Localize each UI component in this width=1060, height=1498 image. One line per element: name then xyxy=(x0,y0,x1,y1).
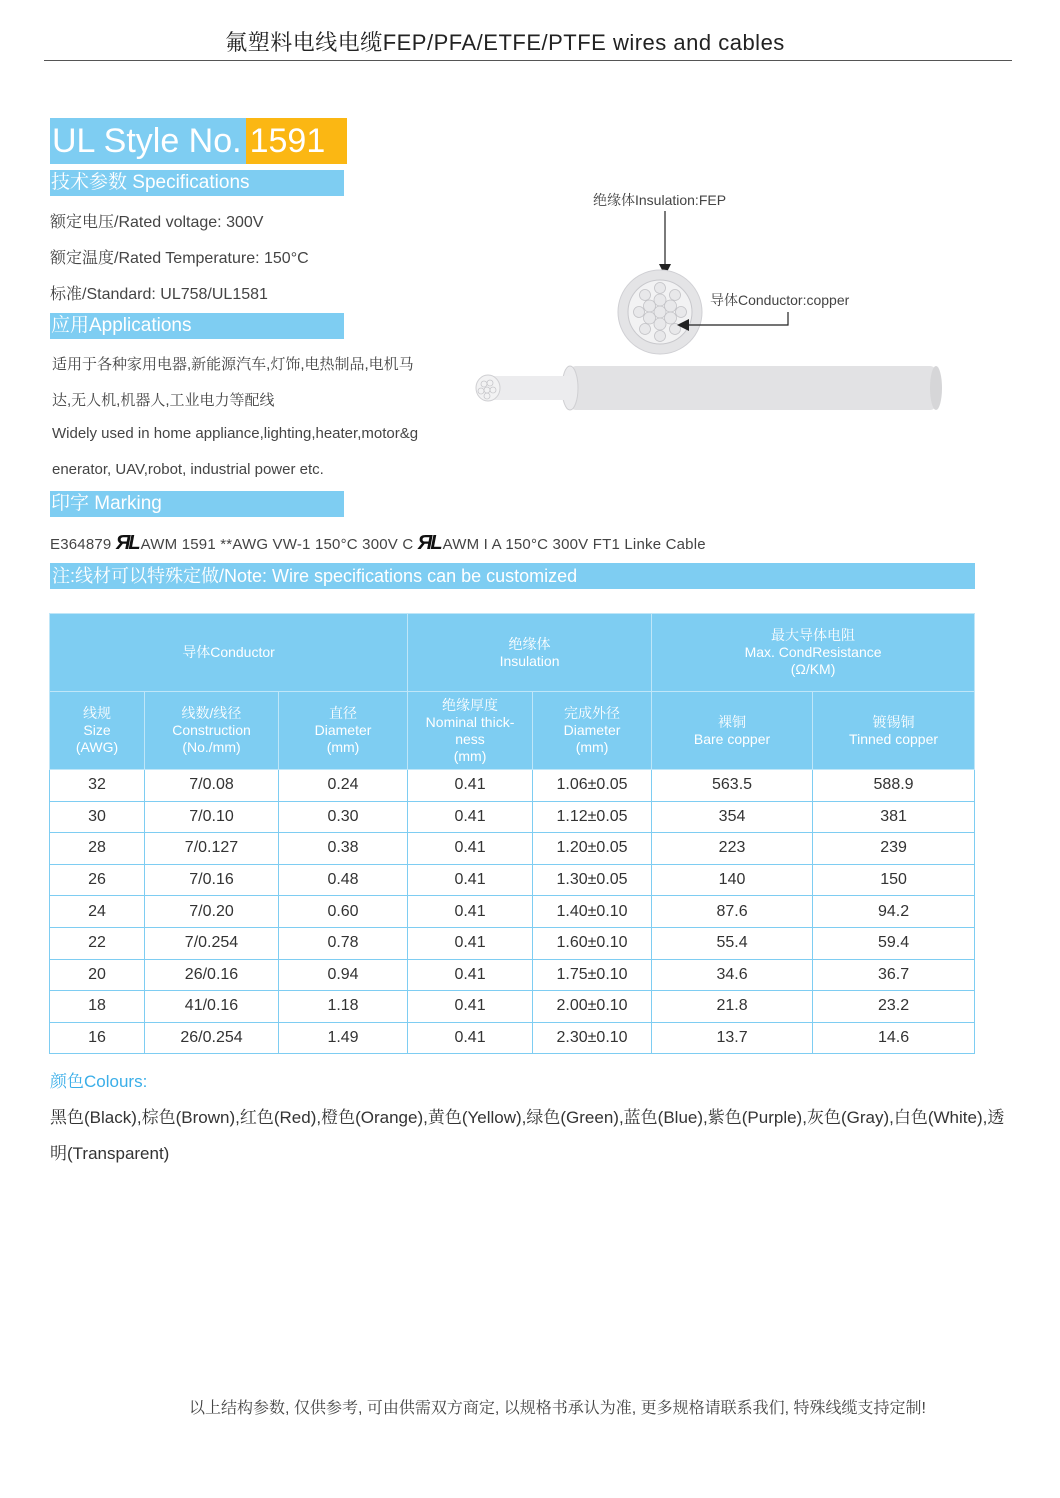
cell-outer-diameter: 1.06±0.05 xyxy=(533,770,652,802)
footer-disclaimer: 以上结构参数, 仅供参考, 可由供需双方商定, 以规格书承认为准, 更多规格请联系我们, 特殊线缆支持定制! xyxy=(189,1400,926,1417)
cell-bare-copper: 354 xyxy=(652,801,813,833)
conductor-strands xyxy=(634,283,687,342)
table-row xyxy=(50,1022,975,1054)
cell-size: 26 xyxy=(50,864,145,896)
insulation-label: 绝缘体Insulation:FEP xyxy=(593,192,727,208)
cell-insulation-thickness: 0.41 xyxy=(408,864,533,896)
cell-conductor-diameter: 0.78 xyxy=(279,927,408,959)
cell-tinned-copper: 381 xyxy=(813,801,975,833)
specifications-heading: 技术参数 Specifications xyxy=(50,170,344,196)
cell-construction: 41/0.16 xyxy=(145,991,279,1023)
table-row xyxy=(50,959,975,991)
cell-outer-diameter: 1.20±0.05 xyxy=(533,833,652,865)
table-row xyxy=(50,801,975,833)
table-column-header-row xyxy=(50,692,975,770)
ul-style-number: 1591 xyxy=(246,118,348,164)
applications-line: 适用于各种家用电器,新能源汽车,灯饰,电热制品,电机马 xyxy=(52,356,414,373)
cell-insulation-thickness: 0.41 xyxy=(408,959,533,991)
cell-tinned-copper: 94.2 xyxy=(813,896,975,928)
cell-conductor-diameter: 1.18 xyxy=(279,991,408,1023)
cell-tinned-copper: 150 xyxy=(813,864,975,896)
cell-bare-copper: 21.8 xyxy=(652,991,813,1023)
cell-bare-copper: 34.6 xyxy=(652,959,813,991)
cell-conductor-diameter: 0.38 xyxy=(279,833,408,865)
colours-list: 黑色(Black),棕色(Brown),红色(Red),橙色(Orange),黄色(Yellow),绿色(Green),蓝色(Blue),紫色(Purple),灰色(Gray),白色(White),透明(Transparent) xyxy=(50,1108,1005,1163)
cell-size: 18 xyxy=(50,991,145,1023)
ul-logo-icon: ЯL xyxy=(417,532,441,554)
conductor-group-header: 导体Conductor xyxy=(50,614,408,692)
cell-conductor-diameter: 0.24 xyxy=(279,770,408,802)
cell-construction: 7/0.254 xyxy=(145,927,279,959)
cell-tinned-copper: 36.7 xyxy=(813,959,975,991)
cell-insulation-thickness: 0.41 xyxy=(408,896,533,928)
customization-note: 注:线材可以特殊定做/Note: Wire specifications can be customized xyxy=(50,563,975,589)
cell-conductor-diameter: 0.94 xyxy=(279,959,408,991)
table-row xyxy=(50,833,975,865)
cell-tinned-copper: 588.9 xyxy=(813,770,975,802)
cell-size: 20 xyxy=(50,959,145,991)
cell-tinned-copper: 239 xyxy=(813,833,975,865)
marking-heading: 印字 Marking xyxy=(50,491,344,517)
standard: 标准/Standard: UL758/UL1581 xyxy=(50,286,268,303)
marking-cul: AWM I A 150°C 300V FT1 Linke Cable xyxy=(442,536,706,553)
table-group-header-row xyxy=(50,614,975,692)
table-row xyxy=(50,864,975,896)
ul-style-banner xyxy=(50,118,347,164)
cell-construction: 7/0.16 xyxy=(145,864,279,896)
cell-construction: 7/0.127 xyxy=(145,833,279,865)
applications-heading: 应用Applications xyxy=(50,313,344,339)
cell-construction: 7/0.10 xyxy=(145,801,279,833)
cell-construction: 26/0.16 xyxy=(145,959,279,991)
cell-construction: 26/0.254 xyxy=(145,1022,279,1054)
cell-bare-copper: 13.7 xyxy=(652,1022,813,1054)
cell-outer-diameter: 1.60±0.10 xyxy=(533,927,652,959)
resistance-group-header: 最大导体电阻 Max. CondResistance (Ω/KM) xyxy=(652,614,975,692)
cable-jacket-end xyxy=(930,366,942,410)
cell-tinned-copper: 23.2 xyxy=(813,991,975,1023)
applications-line: enerator, UAV,robot, industrial power etc. xyxy=(52,461,324,478)
cell-insulation-thickness: 0.41 xyxy=(408,833,533,865)
column-header-outer-diameter: 完成外径 Diameter (mm) xyxy=(533,692,652,770)
table-row xyxy=(50,896,975,928)
insulation-group-header: 绝缘体 Insulation xyxy=(408,614,652,692)
cell-bare-copper: 223 xyxy=(652,833,813,865)
cell-size: 16 xyxy=(50,1022,145,1054)
table-row xyxy=(50,770,975,802)
cell-outer-diameter: 1.30±0.05 xyxy=(533,864,652,896)
cell-bare-copper: 55.4 xyxy=(652,927,813,959)
column-header-conductor-diameter: 直径 Diameter (mm) xyxy=(279,692,408,770)
column-header-size: 线规 Size (AWG) xyxy=(50,692,145,770)
cell-size: 30 xyxy=(50,801,145,833)
rated-voltage: 额定电压/Rated voltage: 300V xyxy=(50,214,264,231)
conductor-label: 导体Conductor:copper xyxy=(710,292,850,308)
marking-awm: AWM 1591 **AWG VW-1 150°C 300V C xyxy=(140,536,414,553)
cell-conductor-diameter: 0.48 xyxy=(279,864,408,896)
cell-tinned-copper: 59.4 xyxy=(813,927,975,959)
spec-table xyxy=(49,613,975,1054)
table-row xyxy=(50,927,975,959)
cell-bare-copper: 563.5 xyxy=(652,770,813,802)
cell-bare-copper: 87.6 xyxy=(652,896,813,928)
cell-insulation-thickness: 0.41 xyxy=(408,770,533,802)
title-divider xyxy=(44,60,1012,61)
cable-jacket xyxy=(570,366,936,410)
cell-construction: 7/0.08 xyxy=(145,770,279,802)
cell-conductor-diameter: 0.60 xyxy=(279,896,408,928)
cell-size: 22 xyxy=(50,927,145,959)
cell-insulation-thickness: 0.41 xyxy=(408,1022,533,1054)
cell-size: 32 xyxy=(50,770,145,802)
cell-insulation-thickness: 0.41 xyxy=(408,801,533,833)
cell-outer-diameter: 1.12±0.05 xyxy=(533,801,652,833)
applications-line: Widely used in home appliance,lighting,heater,motor&g xyxy=(52,425,419,442)
cell-construction: 7/0.20 xyxy=(145,896,279,928)
rated-temperature: 额定温度/Rated Temperature: 150°C xyxy=(50,250,309,267)
page-title: 氟塑料电线电缆FEP/PFA/ETFE/PTFE wires and cables xyxy=(225,30,785,55)
ul-logo-icon: ЯL xyxy=(115,532,139,554)
colours-heading: 颜色Colours: xyxy=(50,1072,148,1091)
column-header-construction: 线数/线径 Construction (No./mm) xyxy=(145,692,279,770)
applications-line: 达,无人机,机器人,工业电力等配线 xyxy=(52,392,275,409)
cable-diagram xyxy=(460,180,960,420)
cell-outer-diameter: 1.75±0.10 xyxy=(533,959,652,991)
cell-tinned-copper: 14.6 xyxy=(813,1022,975,1054)
column-header-insulation-thickness: 绝缘厚度 Nominal thick- ness (mm) xyxy=(408,692,533,770)
cell-conductor-diameter: 1.49 xyxy=(279,1022,408,1054)
cell-outer-diameter: 2.30±0.10 xyxy=(533,1022,652,1054)
cell-size: 28 xyxy=(50,833,145,865)
cell-outer-diameter: 2.00±0.10 xyxy=(533,991,652,1023)
cell-insulation-thickness: 0.41 xyxy=(408,927,533,959)
marking-text xyxy=(50,532,706,555)
cell-insulation-thickness: 0.41 xyxy=(408,991,533,1023)
table-row xyxy=(50,991,975,1023)
column-header-bare-copper: 裸铜 Bare copper xyxy=(652,692,813,770)
marking-file-number: E364879 xyxy=(50,536,112,553)
cell-conductor-diameter: 0.30 xyxy=(279,801,408,833)
column-header-tinned-copper: 镀锡铜 Tinned copper xyxy=(813,692,975,770)
cell-size: 24 xyxy=(50,896,145,928)
cell-outer-diameter: 1.40±0.10 xyxy=(533,896,652,928)
cell-bare-copper: 140 xyxy=(652,864,813,896)
ul-style-label: UL Style No. xyxy=(50,118,246,164)
